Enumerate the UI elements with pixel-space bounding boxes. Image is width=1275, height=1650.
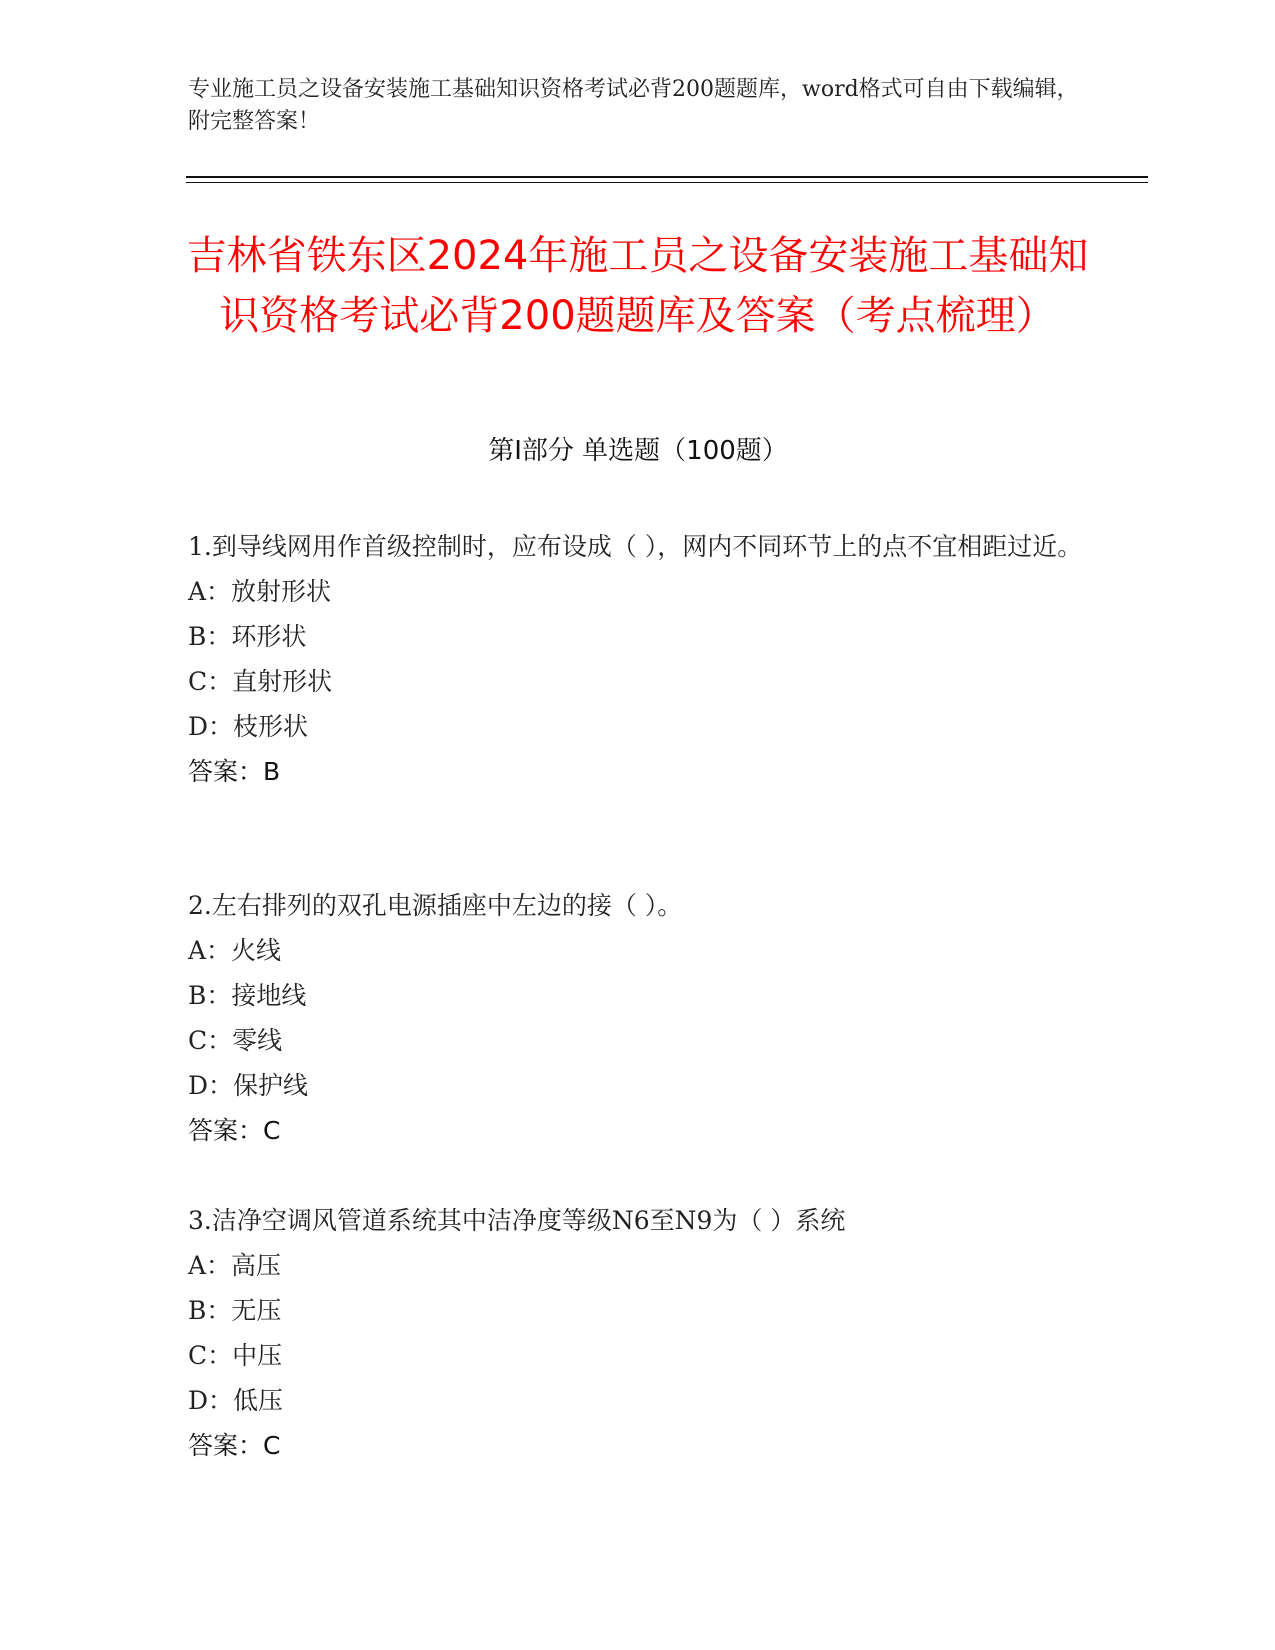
- option-b: B：环形状: [188, 622, 307, 651]
- option-c: C：中压: [188, 1341, 283, 1370]
- question-stem: 3.洁净空调风管道系统其中洁净度等级N6至N9为（ ）系统: [188, 1206, 846, 1235]
- answer-text: 答案：C: [188, 1431, 281, 1460]
- option-d: D：枝形状: [188, 712, 309, 741]
- option-b: B：无压: [188, 1296, 282, 1325]
- option-c: C：直射形状: [188, 667, 333, 696]
- option-a: A：火线: [188, 936, 282, 965]
- header-rule-thin: [186, 182, 1148, 183]
- option-a: A：放射形状: [188, 577, 332, 606]
- section-title: 第Ⅰ部分 单选题（100题）: [488, 436, 788, 466]
- question-stem: 1.到导线网用作首级控制时，应布设成（ ），网内不同环节上的点不宜相距过近。: [188, 532, 1083, 561]
- option-c: C：零线: [188, 1026, 283, 1055]
- option-d: D：保护线: [188, 1071, 309, 1100]
- question-item: [188, 1198, 1088, 1468]
- option-b: B：接地线: [188, 981, 307, 1010]
- header-rule-thick: [186, 176, 1148, 178]
- document-title: 吉林省铁东区2024年施工员之设备安装施工基础知识资格考试必背200题题库及答案（考点梳理）: [186, 233, 1089, 339]
- answer-text: 答案：B: [188, 757, 281, 786]
- answer-text: 答案：C: [188, 1116, 281, 1145]
- question-stem: 2.左右排列的双孔电源插座中左边的接（ ）。: [188, 891, 683, 920]
- question-item: [188, 883, 1088, 1153]
- option-a: A：高压: [188, 1251, 282, 1280]
- header-note: 专业施工员之设备安装施工基础知识资格考试必背200题题库，word格式可自由下载编辑，附完整答案！: [188, 77, 1079, 134]
- option-d: D：低压: [188, 1386, 284, 1415]
- question-item: [188, 524, 1088, 794]
